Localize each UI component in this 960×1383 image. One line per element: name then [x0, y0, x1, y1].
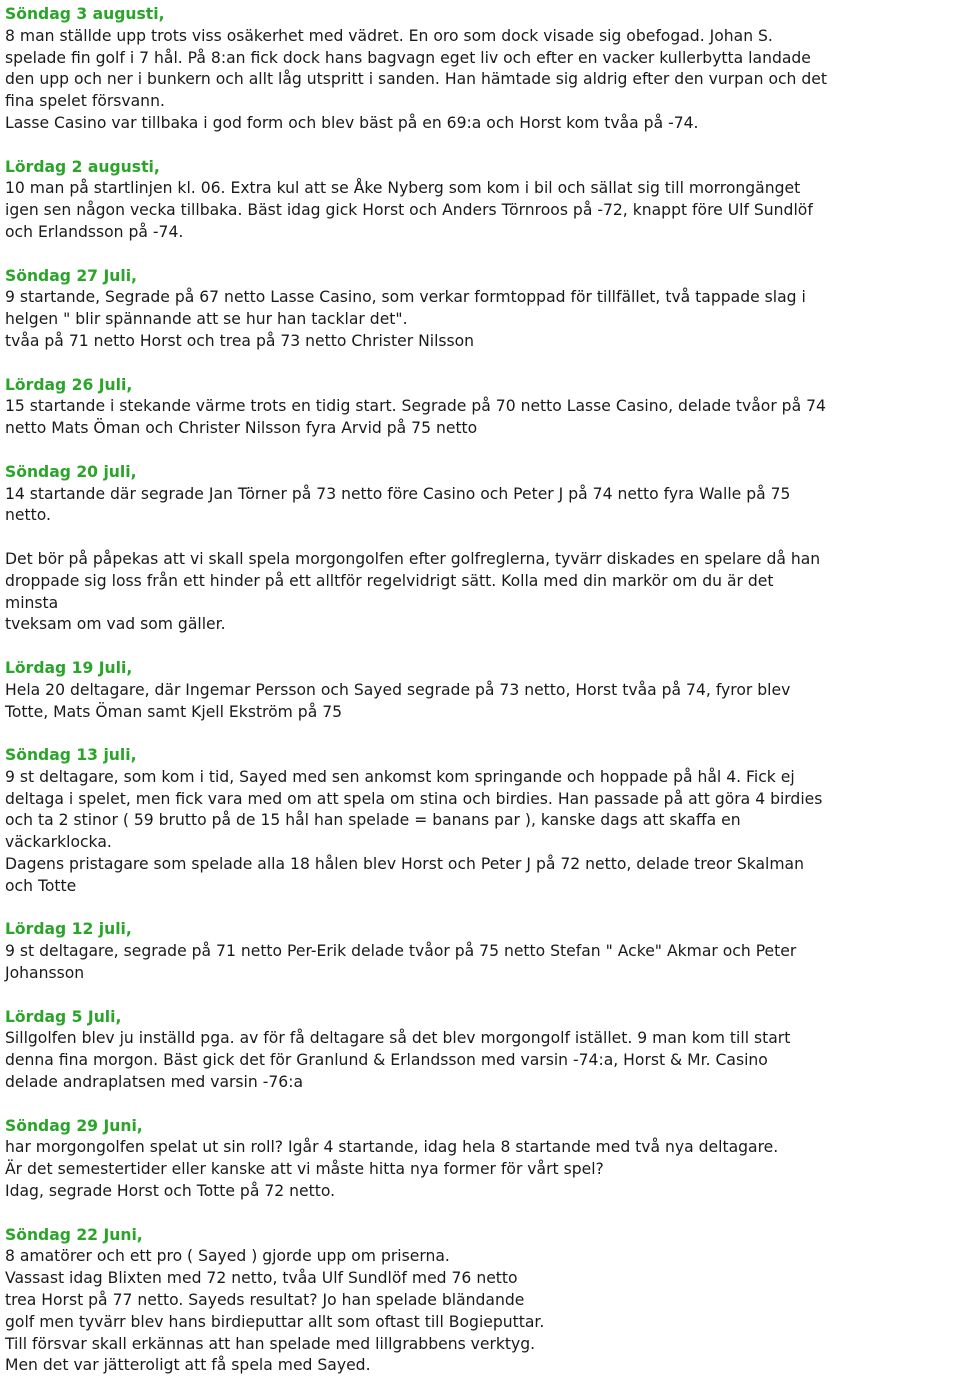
entry-text-line: Det bör på påpekas att vi skall spela morgongolfen efter golfreglerna, tyvärr diskades en spelare då han: [5, 549, 821, 568]
entry-text-line: minsta: [5, 593, 59, 612]
entry-text-line: den upp och ner i bunkern och allt låg utspritt i sanden. Han hämtade sig aldrig efter den vurpan och det: [5, 70, 828, 89]
entry-text-line: 8 man ställde upp trots viss osäkerhet med vädret. En oro som dock visade sig obefogad. Johan S.: [5, 26, 773, 45]
entry-text-line: Totte, Mats Öman samt Kjell Ekström på 75: [5, 702, 343, 721]
entry-date-heading: Lördag 5 Juli,: [5, 1007, 122, 1026]
entry-text-line: delade andraplatsen med varsin -76:a: [5, 1073, 304, 1092]
entry-text-line: droppade sig loss från ett hinder på ett alltför regelvidrigt sätt. Kolla med din markör om du är det: [5, 571, 774, 590]
entry-text-line: Vassast idag Blixten med 72 netto, tvåa Ulf Sundlöf med 76 netto: [5, 1269, 518, 1288]
entry-text-line: golf men tyvärr blev hans birdieputtar allt som oftast till Bogieputtar.: [5, 1312, 545, 1331]
entry-text-line: spelade fin golf i 7 hål. På 8:an fick dock hans bagvagn eget liv och efter en vacker kullerbytta landade: [5, 48, 811, 67]
entry-date-heading: Söndag 3 augusti,: [5, 5, 165, 23]
entry-date-heading: Söndag 13 juli,: [5, 746, 137, 765]
entry-date-heading: Lördag 2 augusti,: [5, 157, 160, 176]
entry-text-line: netto Mats Öman och Christer Nilsson fyra Arvid på 75 netto: [5, 419, 478, 438]
entry-text-line: denna fina morgon. Bäst gick det för Granlund & Erlandsson med varsin -74:a, Horst & Mr. Casino: [5, 1051, 768, 1070]
entry-text-line: Men det var jätteroligt att få spela med Sayed.: [5, 1356, 371, 1375]
news-entry: [5, 1225, 960, 1378]
entry-date-heading: Söndag 22 Juni,: [5, 1225, 143, 1244]
entry-text-line: helgen " blir spännande att se hur han tacklar det".: [5, 310, 408, 329]
news-entry: [5, 375, 960, 440]
entry-text-line: tvåa på 71 netto Horst och trea på 73 netto Christer Nilsson: [5, 331, 475, 350]
entry-text-line: 9 st deltagare, segrade på 71 netto Per-Erik delade tvåor på 75 netto Stefan " Acke" Akmar och Peter: [5, 942, 797, 961]
entry-text-line: Lasse Casino var tillbaka i god form och blev bäst på en 69:a och Horst kom tvåa på -74.: [5, 113, 699, 132]
entry-text-line: 9 startande, Segrade på 67 netto Lasse Casino, som verkar formtoppad för tillfället, två tappade slag i: [5, 288, 806, 307]
entry-text-line: Idag, segrade Horst och Totte på 72 netto.: [5, 1182, 336, 1201]
entry-text-line: netto.: [5, 506, 51, 525]
entry-date-heading: Söndag 20 juli,: [5, 462, 137, 481]
entry-date-heading: Söndag 29 Juni,: [5, 1116, 143, 1135]
news-entry: [5, 745, 960, 898]
entry-text-line: och Erlandsson på -74.: [5, 222, 184, 241]
entry-text-line: deltaga i spelet, men fick vara med om att spela om stina och birdies. Han passade på att göra 4 birdies: [5, 789, 823, 808]
entry-text-line: Hela 20 deltagare, där Ingemar Persson och Sayed segrade på 73 netto, Horst tvåa på 74, fyror blev: [5, 680, 791, 699]
entry-text-line: 15 startande i stekande värme trots en tidig start. Segrade på 70 netto Lasse Casino, delade tvåor på 74: [5, 397, 826, 416]
news-entry: [5, 1007, 960, 1094]
entry-text-line: fina spelet försvann.: [5, 92, 165, 111]
entry-text-line: 8 amatörer och ett pro ( Sayed ) gjorde upp om priserna.: [5, 1247, 450, 1266]
entry-text-line: Sillgolfen blev ju inställd pga. av för få deltagare så det blev morgongolf istället. 9 man kom till start: [5, 1029, 791, 1048]
entry-text-line: och ta 2 stinor ( 59 brutto på de 15 hål han spelade = banans par ), kanske dags att skaffa en: [5, 811, 741, 830]
entry-date-heading: Söndag 27 Juli,: [5, 266, 137, 285]
entry-date-heading: Lördag 26 Juli,: [5, 375, 133, 394]
entry-text-line: Är det semestertider eller kanske att vi måste hitta nya former för vårt spel?: [5, 1160, 604, 1179]
news-entry: [5, 4, 960, 135]
entry-text-line: tveksam om vad som gäller.: [5, 615, 226, 634]
news-entry: [5, 919, 960, 984]
entry-text-line: Johansson: [5, 964, 85, 983]
entry-text-line: igen sen någon vecka tillbaka. Bäst idag gick Horst och Anders Törnroos på -72, knappt före Ulf Sundlöf: [5, 201, 813, 220]
entry-text-line: trea Horst på 77 netto. Sayeds resultat? Jo han spelade bländande: [5, 1291, 525, 1310]
entry-text-line: 9 st deltagare, som kom i tid, Sayed med sen ankomst kom springande och hoppade på hål 4. Fick ej: [5, 767, 795, 786]
entry-text-line: Dagens pristagare som spelade alla 18 hålen blev Horst och Peter J på 72 netto, delade treor Skalman: [5, 855, 804, 874]
entry-text-line: 14 startande där segrade Jan Törner på 73 netto före Casino och Peter J på 74 netto fyra Walle på 75: [5, 484, 791, 503]
entry-date-heading: Lördag 19 Juli,: [5, 658, 133, 677]
news-entry: [5, 157, 960, 244]
news-entry: [5, 549, 960, 636]
entry-text-line: 10 man på startlinjen kl. 06. Extra kul att se Åke Nyberg som kom i bil och sällat sig till morrongänget: [5, 179, 801, 198]
news-entry: [5, 462, 960, 527]
entry-text-line: Till försvar skall erkännas att han spelade med lillgrabbens verktyg.: [5, 1334, 536, 1353]
entry-text-line: väckarklocka.: [5, 833, 112, 852]
news-entry: [5, 266, 960, 353]
entry-text-line: har morgongolfen spelat ut sin roll? Igår 4 startande, idag hela 8 startande med två nya deltagare.: [5, 1138, 779, 1157]
news-entry: [5, 1116, 960, 1203]
entry-text-line: och Totte: [5, 876, 77, 895]
entry-date-heading: Lördag 12 juli,: [5, 920, 132, 939]
news-entry: [5, 658, 960, 723]
